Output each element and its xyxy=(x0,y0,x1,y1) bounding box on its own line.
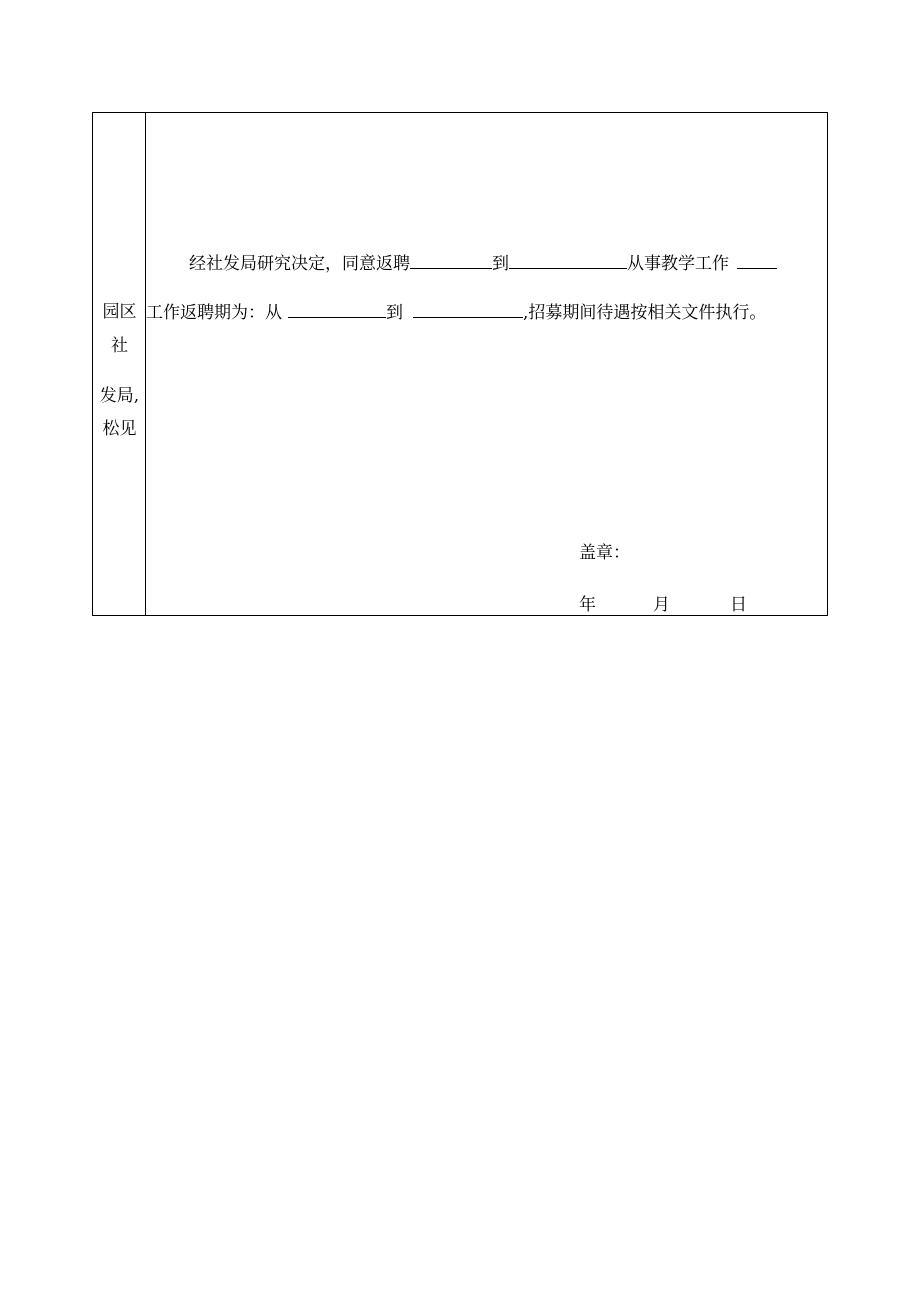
seal-label: 盖章： xyxy=(579,543,630,563)
teaching-subject-blank[interactable] xyxy=(737,252,777,269)
body-line-2 xyxy=(146,301,766,324)
body-line-1-text-c: 从事教学工作 xyxy=(627,254,729,274)
rehire-school-blank[interactable] xyxy=(509,252,627,269)
label-line-4: 松见 xyxy=(102,419,137,439)
date-day-label: 日 xyxy=(730,595,747,615)
label-line-1: 园区 xyxy=(102,302,137,322)
body-line-1 xyxy=(189,252,777,275)
body-line-2-text-c: ,招募期间待遇按相关文件执行。 xyxy=(523,303,767,323)
label-line-2: 社 xyxy=(111,336,128,356)
body-line-1-text-b: 到 xyxy=(492,254,509,274)
content-cell xyxy=(146,113,827,615)
date-year-label: 年 xyxy=(579,595,596,615)
label-cell xyxy=(93,113,146,615)
period-start-blank[interactable] xyxy=(288,301,386,318)
rehire-person-blank[interactable] xyxy=(410,252,492,269)
period-end-blank[interactable] xyxy=(413,301,523,318)
body-line-2-text-a: 工作返聘期为：从 xyxy=(146,303,282,323)
body-line-2-text-b: 到 xyxy=(386,303,403,323)
label-line-3: 发局, xyxy=(99,386,140,406)
approval-form-table xyxy=(92,112,828,616)
date-month-label: 月 xyxy=(653,595,670,615)
body-line-1-text-a: 经社发局研究决定，同意返聘 xyxy=(189,254,410,274)
